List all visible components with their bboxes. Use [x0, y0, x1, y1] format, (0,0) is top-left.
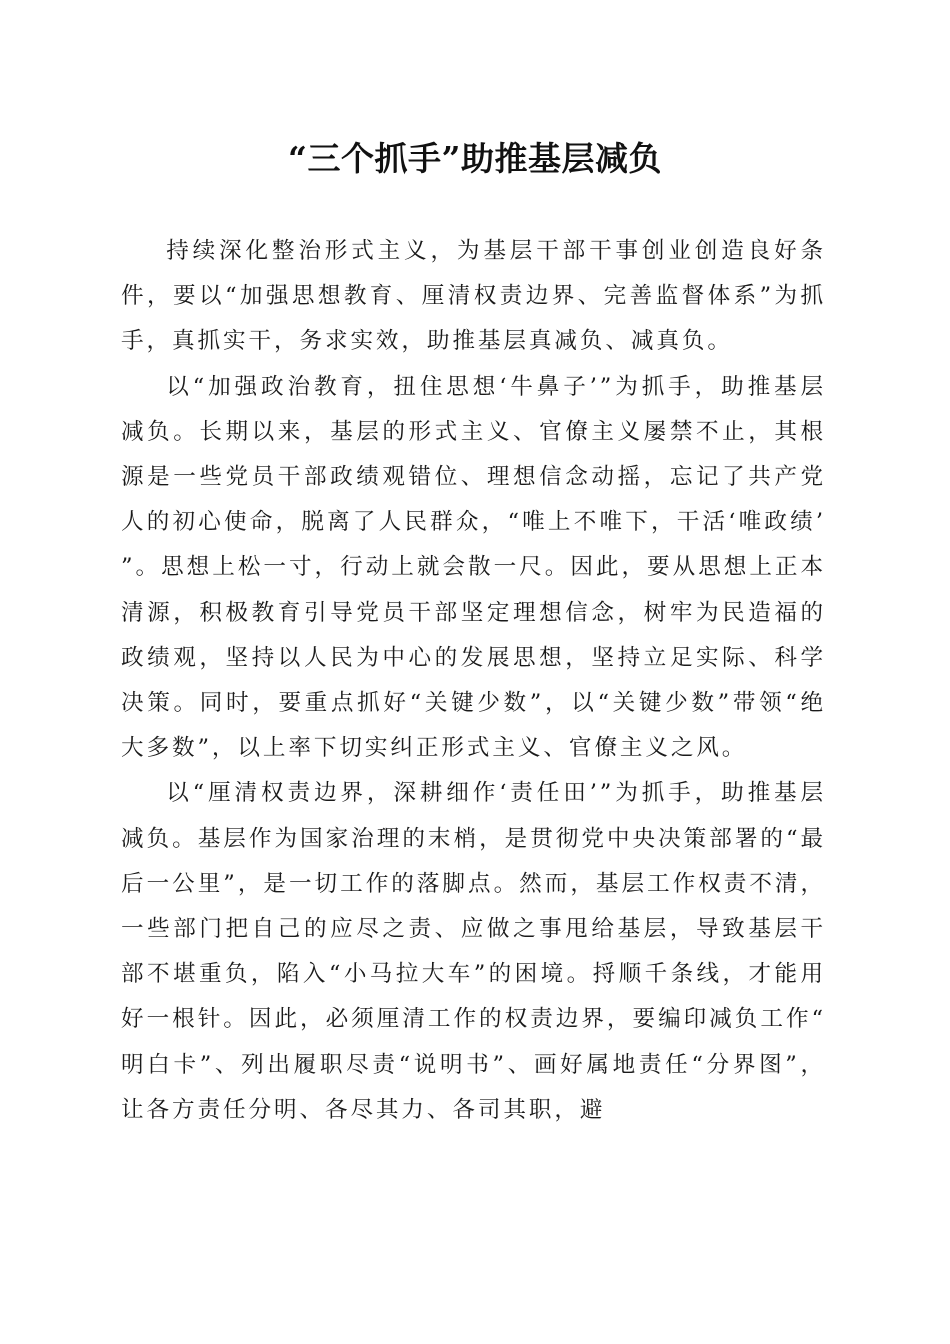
paragraph-responsibility-boundaries: 以“厘清权责边界，深耕细作‘责任田’”为抓手，助推基层减负。基层作为国家治理的末梢，是贯彻党中央决策部署的“最后一公里”，是一切工作的落脚点。然而，基层工作权责不清，一些部门把自己的应尽之责、应做之事甩给基层，导致基层干部不堪重负，陷入“小马拉大车”的困境。捋顺千条线，才能用好一根针。因此，必须厘清工作的权责边界，要编印减负工作“明白卡”、列出履职尽责“说明书”、画好属地责任“分界图”，让各方责任分明、各尽其力、各司其职，避: [121, 780, 827, 1123]
document-body: [121, 229, 826, 1133]
document-title: “三个抓手”助推基层减负: [288, 139, 662, 178]
paragraph-intro: 持续深化整治形式主义，为基层干部干事创业创造良好条件，要以“加强思想教育、厘清权责边界、完善监督体系”为抓手，真抓实干，务求实效，助推基层真减负、减真负。: [121, 238, 826, 355]
paragraph-political-education: 以“加强政治教育，扭住思想‘牛鼻子’”为抓手，助推基层减负。长期以来，基层的形式主义、官僚主义屡禁不止，其根源是一些党员干部政绩观错位、理想信念动摇，忘记了共产党人的初心使命，脱离了人民群众，“唯上不唯下，干活‘唯政绩’”。思想上松一寸，行动上就会散一尺。因此，要从思想上正本清源，积极教育引导党员干部坚定理想信念，树牢为民造福的政绩观，坚持以人民为中心的发展思想，坚持立足实际、科学决策。同时，要重点抓好“关键少数”，以“关键少数”带领“绝大多数”，以上率下切实纠正形式主义、官僚主义之风。: [121, 373, 826, 762]
